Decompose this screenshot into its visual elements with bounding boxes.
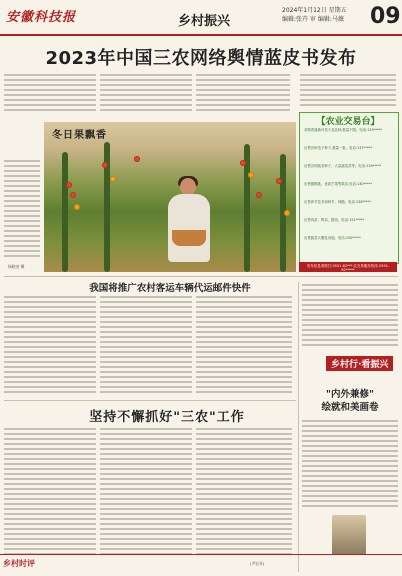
tomato <box>284 210 290 216</box>
divider <box>4 400 296 401</box>
tomato <box>66 182 72 188</box>
plant-stem <box>62 152 68 272</box>
author-portrait <box>332 515 366 555</box>
sidebar-listing: 出售猕猴桃、优质芒果等果苗,电话:130***** <box>304 182 373 186</box>
tomato <box>256 192 262 198</box>
page-header <box>0 0 402 36</box>
divider <box>4 276 398 277</box>
footer-tag: 乡村时评 <box>3 559 35 568</box>
page-number: 09 <box>370 4 401 29</box>
article-text-block <box>100 296 192 396</box>
tomato <box>70 192 76 198</box>
photo-author: 杨晓亮 摄 <box>8 264 25 269</box>
tomato <box>248 172 254 178</box>
footer-rule <box>0 554 402 555</box>
issue-date: 2024年1月12日 星期五 <box>282 7 347 14</box>
article-text-block <box>4 296 96 396</box>
article-text-block <box>300 74 396 108</box>
sidebar-listing: 出售蔬菜大棚及设施。电话:150***** <box>304 236 361 240</box>
footer-author: (尹宏亚) <box>250 561 265 566</box>
right-column-tag: 乡村行·看振兴 <box>326 356 393 371</box>
article-text-block <box>196 74 290 114</box>
tomato <box>74 204 80 210</box>
article-text-block <box>4 428 96 554</box>
right-column-headline: "内外兼修" 绘就和美画卷 <box>321 389 379 413</box>
section-title: 乡村振兴 <box>178 14 231 29</box>
farmer-figure <box>164 178 214 262</box>
sidebar-listing: 出售养羊技术和种羊、种鹅。电话:138***** <box>304 200 371 204</box>
main-headline: 2023年中国三农网络舆情蓝皮书发布 <box>45 48 357 69</box>
photo-title: 冬日果飘香 <box>52 130 107 141</box>
column-divider <box>298 282 299 572</box>
sidebar-listing: 出售各种蔬菜种子、大量蔬菜苗等。电话:139***** <box>304 164 382 168</box>
tomato <box>110 176 116 182</box>
sidebar-listing: 求购普通桑叶苗子及品种,数量不限。电话:135***** <box>304 128 383 132</box>
sidebar-listing: 出售各种瓜子种子,数量一批。电话:137***** <box>304 146 373 150</box>
sub-headline: 我国将推广农村客运车辆代运邮件快件 <box>89 283 251 294</box>
photo-caption <box>4 160 40 260</box>
column-headline: 坚持不懈抓好"三农"工作 <box>89 410 245 425</box>
article-text-block <box>302 420 398 510</box>
feature-photo <box>44 122 296 272</box>
article-text-block <box>196 428 292 554</box>
editor-credit: 编辑:张卉 审 编辑:马薇 <box>282 16 344 23</box>
sidebar-footer-text: 发布信息请拨打:0551-62*** 农交易服务热线 0551-62***** <box>306 264 390 272</box>
article-text-block <box>4 74 96 114</box>
tomato <box>240 160 246 166</box>
masthead: 安徽科技报 <box>6 10 77 25</box>
dateline <box>282 6 347 24</box>
tomato <box>276 178 282 184</box>
sidebar-listing: 出售鸡苗、鸭苗、鹅苗。电话:151***** <box>304 218 365 222</box>
sidebar-title: 【农业交易台】 <box>316 117 380 127</box>
article-text-block <box>100 74 192 114</box>
tomato <box>102 162 108 168</box>
article-text-block <box>196 296 292 396</box>
tomato <box>134 156 140 162</box>
article-text-block <box>302 284 398 346</box>
basket <box>172 230 206 246</box>
article-text-block <box>100 428 192 554</box>
